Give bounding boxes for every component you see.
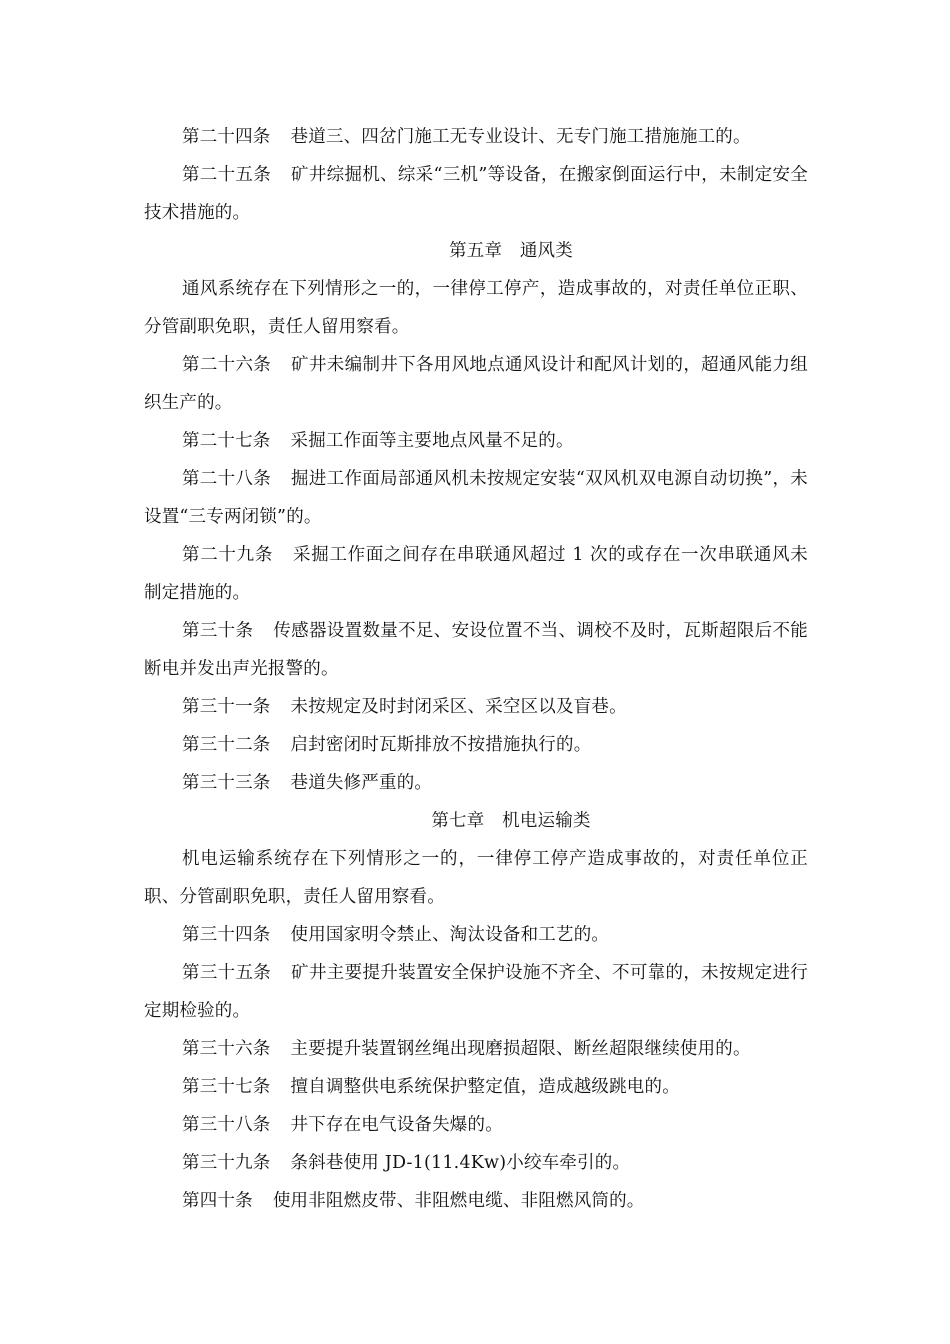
article-number: 第二十九条 <box>182 545 274 565</box>
chapter-intro-ventilation: 通风系统存在下列情形之一的，一律停工停产，造成事故的，对责任单位正职、分管副职免职，责任人留用察看。 <box>144 279 808 337</box>
article-40 <box>144 1182 808 1220</box>
article-text: 采掘工作面等主要地点风量不足的。 <box>290 431 574 451</box>
chapter-heading-ventilation: 第五章 通风类 <box>449 241 573 261</box>
article-number: 第三十八条 <box>182 1115 271 1135</box>
article-31 <box>144 688 808 726</box>
article-text: 采掘工作面之间存在串联通风超过 1 次的或存在一次串联通风未制定措施的。 <box>144 545 809 603</box>
article-number: 第三十条 <box>182 621 254 641</box>
article-text: 启封密闭时瓦斯排放不按措施执行的。 <box>290 735 592 755</box>
document-body <box>144 118 808 1220</box>
article-number: 第三十六条 <box>182 1039 271 1059</box>
article-number: 第三十四条 <box>182 925 271 945</box>
article-number: 第四十条 <box>182 1191 253 1211</box>
article-number: 第二十七条 <box>182 431 271 451</box>
article-number: 第三十七条 <box>182 1077 271 1097</box>
article-text: 井下存在电气设备失爆的。 <box>290 1115 503 1135</box>
article-number: 第二十四条 <box>182 127 271 147</box>
article-text: 巷道失修严重的。 <box>290 773 433 793</box>
article-35 <box>144 954 808 1030</box>
article-text: 掘进工作面局部通风机未按规定安装“双风机双电源自动切换”，未设置“三专两闭锁”的。 <box>144 469 808 527</box>
article-33 <box>144 764 808 802</box>
article-number: 第三十一条 <box>182 697 271 717</box>
article-number: 第二十五条 <box>182 165 272 185</box>
article-32 <box>144 726 808 764</box>
article-number: 第三十二条 <box>182 735 271 755</box>
article-number: 第三十九条 <box>182 1153 271 1173</box>
article-26 <box>144 346 808 422</box>
article-27 <box>144 422 808 460</box>
article-text: 使用国家明令禁止、淘汰设备和工艺的。 <box>290 925 610 945</box>
article-text: 矿井主要提升装置安全保护设施不齐全、不可靠的，未按规定进行定期检验的。 <box>144 963 808 1021</box>
article-number: 第二十六条 <box>182 355 272 375</box>
article-number: 第三十三条 <box>182 773 271 793</box>
article-25 <box>144 156 808 232</box>
article-39 <box>144 1144 808 1182</box>
chapter-intro-electromechanical: 机电运输系统存在下列情形之一的，一律停工停产造成事故的，对责任单位正职、分管副职免职，责任人留用察看。 <box>144 849 808 907</box>
article-38 <box>144 1106 808 1144</box>
article-text: 主要提升装置钢丝绳出现磨损超限、断丝超限继续使用的。 <box>290 1039 751 1059</box>
article-text: 传感器设置数量不足、安设位置不当、调校不及时，瓦斯超限后不能断电并发出声光报警的。 <box>144 621 808 679</box>
article-text: 条斜巷使用 JD-1(11.4Kw)小绞车牵引的。 <box>290 1153 631 1173</box>
article-text: 矿井综掘机、综采“三机”等设备，在搬家倒面运行中，未制定安全技术措施的。 <box>144 165 808 223</box>
article-text: 巷道三、四岔门施工无专业设计、无专门施工措施施工的。 <box>290 127 751 147</box>
article-number: 第三十五条 <box>182 963 272 983</box>
article-37 <box>144 1068 808 1106</box>
article-text: 矿井未编制井下各用风地点通风设计和配风计划的，超通风能力组织生产的。 <box>144 355 808 413</box>
chapter-heading-electromechanical: 第七章 机电运输类 <box>431 811 591 831</box>
article-text: 擅自调整供电系统保护整定值，造成越级跳电的。 <box>290 1077 680 1097</box>
article-34 <box>144 916 808 954</box>
article-text: 未按规定及时封闭采区、采空区以及盲巷。 <box>290 697 627 717</box>
article-number: 第二十八条 <box>182 469 272 489</box>
article-24 <box>144 118 808 156</box>
article-text: 使用非阻燃皮带、非阻燃电缆、非阻燃风筒的。 <box>272 1191 645 1211</box>
article-28 <box>144 460 808 536</box>
article-30 <box>144 612 808 688</box>
article-36 <box>144 1030 808 1068</box>
article-29 <box>144 536 808 612</box>
